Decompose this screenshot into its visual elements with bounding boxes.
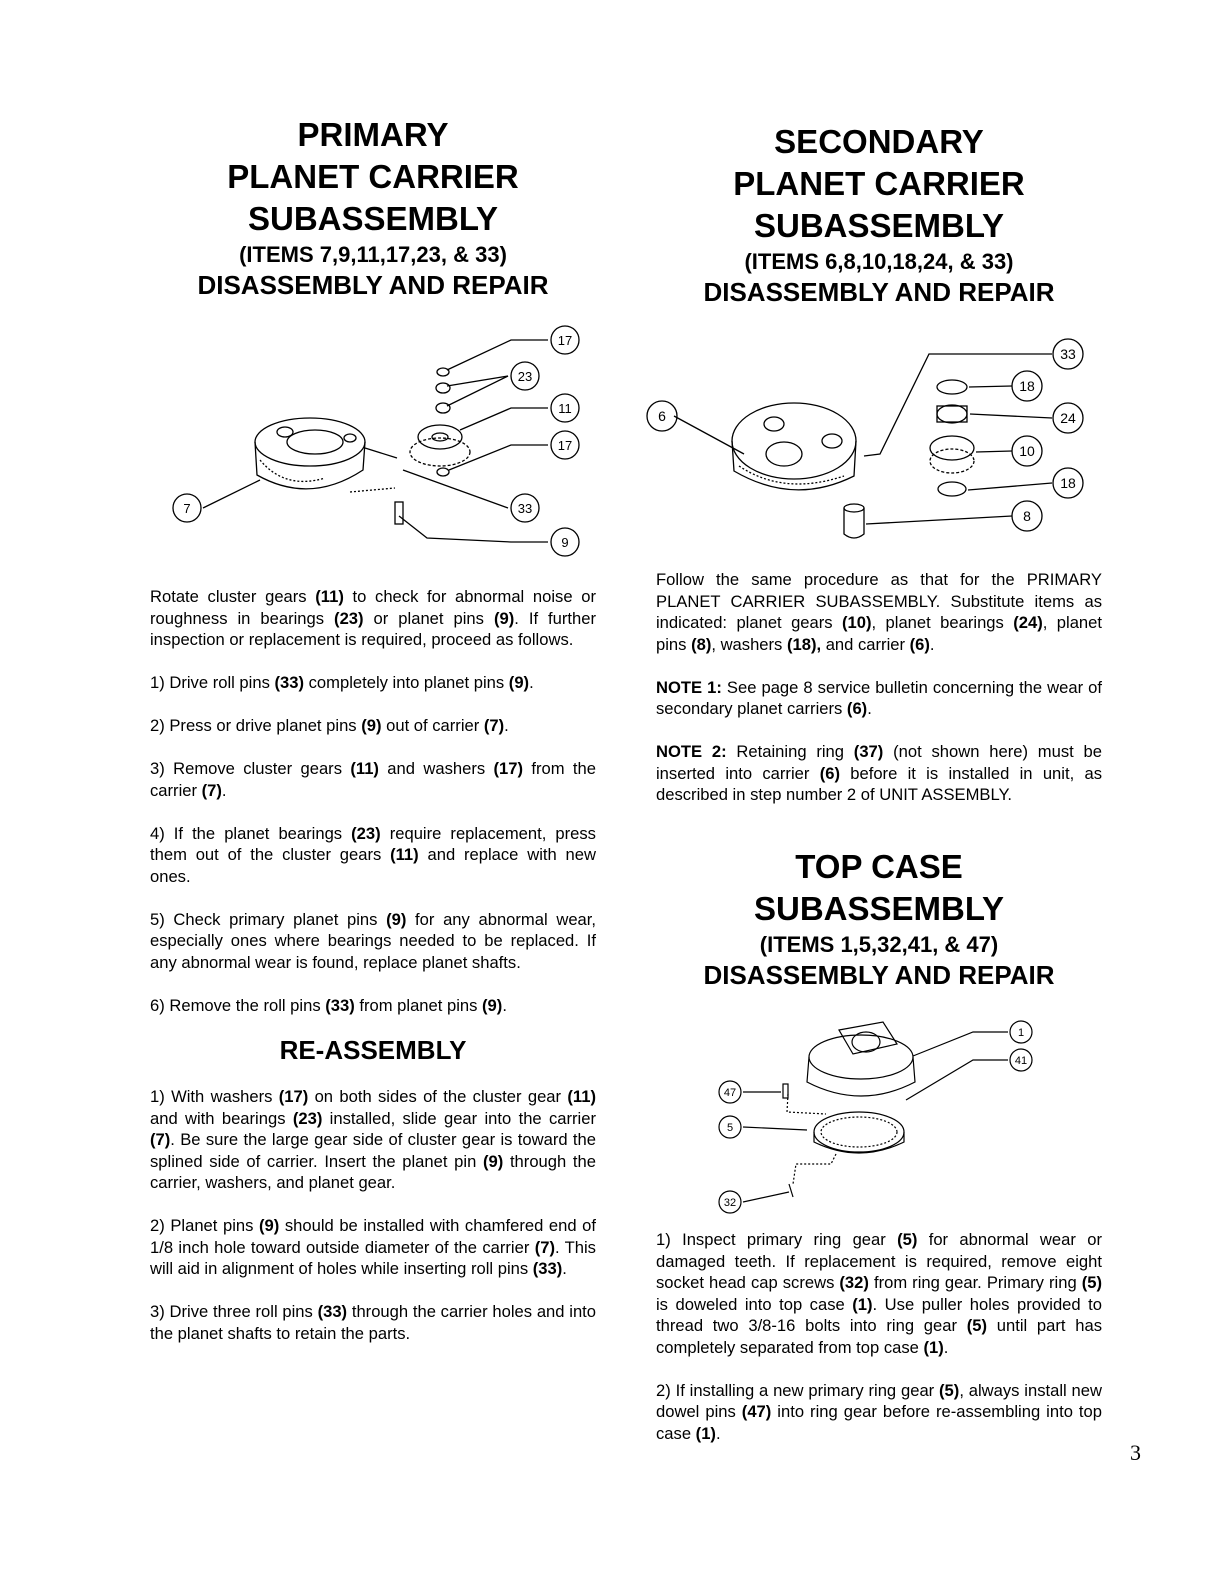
callout-23: 23 (517, 369, 533, 384)
item-reference: (9) (482, 1151, 504, 1171)
disassembly-step: 6) Remove the roll pins (33) from planet pins (9). (150, 995, 507, 1015)
callout-6: 6 (658, 408, 666, 424)
primary-title-line-2: PLANET CARRIER (227, 158, 519, 195)
item-reference: (11) (350, 759, 379, 778)
disassembly-step: 2) Press or drive planet pins (9) out of carrier (7). (150, 716, 509, 735)
top-case-paragraph: 2) If installing a new primary ring gear (5), always install new dowel pins (47) into ring gear before re-assembling into top case (1). (656, 1380, 1102, 1443)
item-reference: (9) (386, 909, 407, 929)
item-reference: (9) (258, 1216, 280, 1235)
item-reference: (37) (853, 742, 884, 761)
secondary-paragraph: Follow the same procedure as that for the PRIMARY PLANET CARRIER SUBASSEMBLY. Substitute items as indicated: planet gears (10), planet bearings (24), planet pins (8), washers (18), and carrier (6). (656, 570, 1102, 654)
item-reference: (33) (317, 1302, 348, 1321)
top-case-paragraph: 1) Inspect primary ring gear (5) for abnormal wear or damaged teeth. If replacement is required, remove eight socket head cap screws (32) from ring gear. Primary ring (5) is doweled into top case (1). Use puller holes provided to thread two 3/8-16 bolts into ring gear (5) until part has completely separated from top case (1). (656, 1230, 1103, 1357)
item-reference: (6) (909, 634, 930, 654)
top-case-title-block (656, 846, 1102, 990)
reassembly-step: 3) Drive three roll pins (33) through the carrier holes and into the planet shafts to retain the parts. (150, 1302, 597, 1343)
reassembly-step: 1) With washers (17) on both sides of the cluster gear (11) and with bearings (23) installed, slide gear into the carrier (7). Be sure the large gear side of cluster gear is toward the splined side of carrier. Insert the planet pin (9) through the carrier, washers, and planet gear. (150, 1087, 596, 1192)
top-case-title-line-1: TOP CASE (795, 848, 963, 885)
item-reference: (1) (923, 1337, 944, 1357)
item-reference: (5) (939, 1380, 960, 1400)
top-case-items-label: (ITEMS 1,5,32,41, & 47) (759, 932, 999, 957)
item-reference: (10) (842, 613, 872, 632)
item-reference: (32) (839, 1273, 869, 1292)
callout-47: 47 (723, 1087, 737, 1099)
primary-items-label: (ITEMS 7,9,11,17,23, & 33) (239, 242, 507, 267)
secondary-items-label: (ITEMS 6,8,10,18,24, & 33) (744, 249, 1014, 274)
secondary-paragraph: NOTE 2: Retaining ring (37) (not shown here) must be inserted into carrier (6) before it is installed in unit, as described in step number 2 of UNIT ASSEMBLY. (656, 742, 1103, 804)
disassembly-step: 4) If the planet bearings (23) require replacement, press them out of the cluster gears (11) and replace with new ones. (150, 823, 596, 886)
primary-subtitle: DISASSEMBLY AND REPAIR (197, 270, 549, 300)
item-reference: (7) (150, 1130, 171, 1149)
item-reference: (9) (508, 673, 530, 692)
callout-9: 9 (561, 535, 569, 550)
callout-24: 24 (1060, 410, 1076, 426)
item-reference: NOTE 1: (656, 677, 722, 697)
item-reference: (1) (852, 1294, 873, 1314)
primary-procedure (150, 586, 596, 1016)
item-reference: (5) (1081, 1273, 1103, 1292)
item-reference: (47) (741, 1402, 772, 1421)
item-reference: (6) (819, 763, 840, 783)
top-case-title-line-2: SUBASSEMBLY (754, 890, 1004, 927)
disassembly-step: 3) Remove cluster gears (11) and washers (17) from the carrier (7). (150, 759, 596, 800)
reassembly-section (150, 1034, 596, 1344)
top-case-diagram (711, 1012, 1071, 1217)
item-reference: (9) (493, 608, 515, 628)
callout-7: 7 (183, 501, 191, 516)
secondary-title-block (656, 121, 1102, 307)
item-reference: (9) (361, 716, 382, 735)
item-reference: (9) (482, 995, 503, 1015)
primary-title-line-3: SUBASSEMBLY (248, 200, 498, 237)
item-reference: (5) (966, 1316, 988, 1335)
reassembly-steps-list (150, 1086, 596, 1344)
item-reference: (5) (897, 1230, 918, 1249)
reassembly-title: RE-ASSEMBLY (279, 1035, 467, 1065)
item-reference: (11) (567, 1087, 596, 1106)
item-reference: (23) (292, 1108, 323, 1128)
primary-title-line-1: PRIMARY (297, 116, 449, 153)
secondary-subtitle: DISASSEMBLY AND REPAIR (703, 277, 1055, 307)
item-reference: (23) (351, 823, 381, 843)
disassembly-step: 5) Check primary planet pins (9) for any abnormal wear, especially ones where bearings needed to be replaced. If any abnormal wear is found, replace planet shafts. (150, 909, 596, 972)
item-reference: (1) (695, 1423, 716, 1443)
secondary-carrier-diagram (644, 336, 1094, 546)
page-number: 3 (1130, 1440, 1141, 1465)
secondary-paragraph: NOTE 1: See page 8 service bulletin concerning the wear of secondary planet carriers (6). (656, 677, 1103, 718)
callout-17b: 17 (557, 438, 573, 453)
callout-18a: 18 (1019, 378, 1035, 394)
item-reference: (18), (786, 634, 822, 654)
item-reference: (6) (846, 699, 868, 718)
callout-18b: 18 (1060, 475, 1076, 491)
item-reference: (8) (691, 634, 712, 654)
callout-17a: 17 (557, 333, 573, 348)
callout-1: 1 (1017, 1027, 1025, 1039)
primary-steps-list (150, 672, 596, 1016)
item-reference: (17) (493, 759, 524, 778)
disassembly-step: 1) Drive roll pins (33) completely into planet pins (9). (150, 673, 534, 692)
callout-41: 41 (1014, 1055, 1028, 1067)
item-reference: (33) (325, 995, 355, 1015)
primary-title-block (150, 114, 596, 300)
item-reference: (7) (483, 716, 505, 735)
secondary-title-line-1: SECONDARY (774, 123, 984, 160)
callout-33: 33 (1060, 346, 1076, 362)
primary-intro-paragraph: Rotate cluster gears (11) to check for abnormal noise or roughness in bearings (23) or planet pins (9). If further inspection or replacement is required, proceed as follows. (150, 587, 597, 649)
callout-32: 32 (723, 1197, 737, 1209)
item-reference: (7) (201, 780, 222, 800)
reassembly-step: 2) Planet pins (9) should be installed with chamfered end of 1/8 inch hole toward outside diameter of the carrier (7). This will aid in alignment of holes while inserting roll pins (33). (150, 1216, 596, 1278)
callout-33: 33 (517, 501, 533, 516)
item-reference: (11) (390, 845, 419, 864)
item-reference: (17) (278, 1087, 309, 1106)
top-case-procedure (656, 1229, 1102, 1444)
callout-11: 11 (558, 401, 572, 416)
item-reference: (24) (1013, 613, 1043, 632)
callout-10: 10 (1019, 443, 1035, 459)
secondary-title-line-2: PLANET CARRIER (733, 165, 1025, 202)
top-case-subtitle: DISASSEMBLY AND REPAIR (703, 960, 1055, 990)
item-reference: (33) (274, 673, 305, 692)
callout-8: 8 (1023, 508, 1031, 524)
callout-5: 5 (726, 1122, 734, 1134)
item-reference: (33) (532, 1259, 563, 1278)
secondary-title-line-3: SUBASSEMBLY (754, 207, 1004, 244)
item-reference: (7) (534, 1237, 555, 1257)
item-reference: (11) (315, 587, 344, 606)
primary-carrier-diagram (165, 320, 585, 560)
item-reference: (23) (334, 608, 364, 628)
secondary-procedure (656, 569, 1102, 806)
item-reference: NOTE 2: (656, 742, 727, 761)
